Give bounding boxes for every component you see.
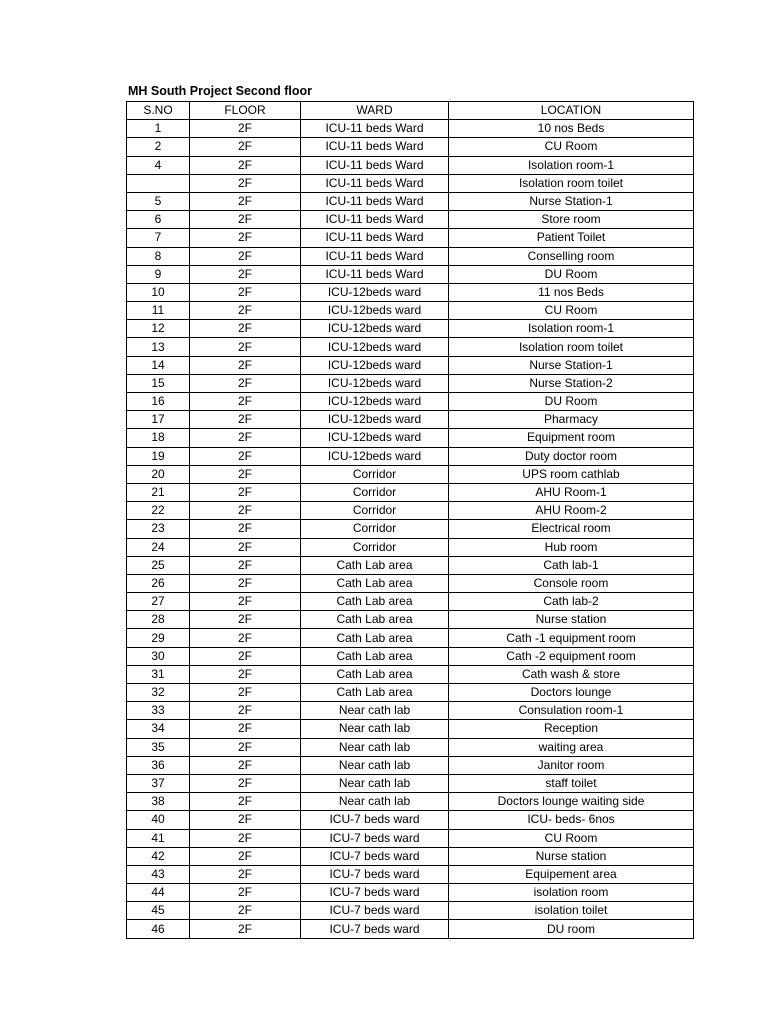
table-row xyxy=(127,593,694,611)
cell-ward: ICU-7 beds ward xyxy=(301,847,449,865)
table-row xyxy=(127,720,694,738)
cell-floor: 2F xyxy=(190,211,301,229)
table-row xyxy=(127,811,694,829)
cell-ward: Corridor xyxy=(301,520,449,538)
header-sno: S.NO xyxy=(127,102,190,120)
cell-location: Cath -1 equipment room xyxy=(449,629,694,647)
table-row xyxy=(127,793,694,811)
table-row xyxy=(127,902,694,920)
cell-sno: 34 xyxy=(127,720,190,738)
cell-floor: 2F xyxy=(190,429,301,447)
cell-sno: 36 xyxy=(127,756,190,774)
cell-ward: Corridor xyxy=(301,502,449,520)
table-row xyxy=(127,865,694,883)
cell-location: ICU- beds- 6nos xyxy=(449,811,694,829)
header-ward: WARD xyxy=(301,102,449,120)
cell-location: Consulation room-1 xyxy=(449,702,694,720)
cell-sno: 25 xyxy=(127,556,190,574)
cell-ward: Cath Lab area xyxy=(301,647,449,665)
cell-location: 11 nos Beds xyxy=(449,283,694,301)
cell-sno: 1 xyxy=(127,120,190,138)
cell-ward: ICU-7 beds ward xyxy=(301,920,449,938)
cell-sno: 28 xyxy=(127,611,190,629)
cell-location: isolation room xyxy=(449,884,694,902)
cell-ward: Cath Lab area xyxy=(301,574,449,592)
cell-sno: 19 xyxy=(127,447,190,465)
table-row xyxy=(127,647,694,665)
cell-location: Conselling room xyxy=(449,247,694,265)
cell-location: Pharmacy xyxy=(449,411,694,429)
cell-location: Isolation room toilet xyxy=(449,338,694,356)
cell-floor: 2F xyxy=(190,229,301,247)
cell-floor: 2F xyxy=(190,465,301,483)
table-row xyxy=(127,774,694,792)
cell-ward: ICU-7 beds ward xyxy=(301,902,449,920)
cell-sno: 18 xyxy=(127,429,190,447)
table-row xyxy=(127,829,694,847)
header-row xyxy=(127,102,694,120)
table-row xyxy=(127,429,694,447)
cell-floor: 2F xyxy=(190,756,301,774)
cell-ward: ICU-12beds ward xyxy=(301,320,449,338)
cell-ward: Near cath lab xyxy=(301,756,449,774)
cell-floor: 2F xyxy=(190,702,301,720)
cell-sno: 41 xyxy=(127,829,190,847)
cell-ward: Near cath lab xyxy=(301,738,449,756)
cell-floor: 2F xyxy=(190,356,301,374)
cell-sno: 45 xyxy=(127,902,190,920)
cell-floor: 2F xyxy=(190,520,301,538)
cell-ward: ICU-7 beds ward xyxy=(301,865,449,883)
table-body xyxy=(127,120,694,938)
cell-floor: 2F xyxy=(190,738,301,756)
table-row xyxy=(127,229,694,247)
cell-floor: 2F xyxy=(190,556,301,574)
cell-sno: 15 xyxy=(127,374,190,392)
table-row xyxy=(127,483,694,501)
table-row xyxy=(127,283,694,301)
cell-location: DU room xyxy=(449,920,694,938)
table-row xyxy=(127,702,694,720)
cell-ward: ICU-12beds ward xyxy=(301,374,449,392)
table-row xyxy=(127,192,694,210)
cell-ward: ICU-11 beds Ward xyxy=(301,192,449,210)
cell-sno: 6 xyxy=(127,211,190,229)
cell-sno: 20 xyxy=(127,465,190,483)
cell-sno: 10 xyxy=(127,283,190,301)
cell-ward: Near cath lab xyxy=(301,702,449,720)
table-row xyxy=(127,629,694,647)
cell-sno: 42 xyxy=(127,847,190,865)
cell-sno: 11 xyxy=(127,302,190,320)
cell-location: 10 nos Beds xyxy=(449,120,694,138)
cell-sno: 33 xyxy=(127,702,190,720)
cell-location: Store room xyxy=(449,211,694,229)
cell-floor: 2F xyxy=(190,684,301,702)
cell-sno: 43 xyxy=(127,865,190,883)
cell-sno: 38 xyxy=(127,793,190,811)
cell-location: Cath lab-1 xyxy=(449,556,694,574)
cell-floor: 2F xyxy=(190,847,301,865)
table-row xyxy=(127,465,694,483)
cell-ward: ICU-7 beds ward xyxy=(301,811,449,829)
cell-floor: 2F xyxy=(190,865,301,883)
table-row xyxy=(127,265,694,283)
cell-location: Cath lab-2 xyxy=(449,593,694,611)
cell-ward: ICU-12beds ward xyxy=(301,302,449,320)
cell-ward: Cath Lab area xyxy=(301,665,449,683)
cell-location: Nurse Station-2 xyxy=(449,374,694,392)
table-row xyxy=(127,120,694,138)
table-row xyxy=(127,447,694,465)
cell-ward: ICU-11 beds Ward xyxy=(301,211,449,229)
table-row xyxy=(127,574,694,592)
cell-floor: 2F xyxy=(190,483,301,501)
cell-sno: 4 xyxy=(127,156,190,174)
cell-ward: ICU-12beds ward xyxy=(301,447,449,465)
table-row xyxy=(127,138,694,156)
table-row xyxy=(127,211,694,229)
cell-ward: ICU-12beds ward xyxy=(301,356,449,374)
cell-location: DU Room xyxy=(449,393,694,411)
cell-floor: 2F xyxy=(190,374,301,392)
cell-location: Nurse station xyxy=(449,847,694,865)
table-row xyxy=(127,502,694,520)
cell-location: waiting area xyxy=(449,738,694,756)
cell-ward: ICU-12beds ward xyxy=(301,411,449,429)
cell-sno: 26 xyxy=(127,574,190,592)
table-row xyxy=(127,556,694,574)
cell-sno: 16 xyxy=(127,393,190,411)
cell-location: Equipment room xyxy=(449,429,694,447)
header-location: LOCATION xyxy=(449,102,694,120)
cell-ward: ICU-7 beds ward xyxy=(301,884,449,902)
table-row xyxy=(127,247,694,265)
cell-floor: 2F xyxy=(190,884,301,902)
cell-sno: 2 xyxy=(127,138,190,156)
cell-sno: 46 xyxy=(127,920,190,938)
cell-floor: 2F xyxy=(190,156,301,174)
table-row xyxy=(127,738,694,756)
cell-ward: ICU-12beds ward xyxy=(301,338,449,356)
cell-floor: 2F xyxy=(190,502,301,520)
cell-location: Isolation room toilet xyxy=(449,174,694,192)
cell-sno: 31 xyxy=(127,665,190,683)
cell-floor: 2F xyxy=(190,302,301,320)
cell-ward: ICU-11 beds Ward xyxy=(301,265,449,283)
cell-floor: 2F xyxy=(190,793,301,811)
cell-location: Console room xyxy=(449,574,694,592)
cell-ward: Near cath lab xyxy=(301,774,449,792)
cell-ward: ICU-11 beds Ward xyxy=(301,120,449,138)
cell-floor: 2F xyxy=(190,120,301,138)
cell-sno: 40 xyxy=(127,811,190,829)
cell-floor: 2F xyxy=(190,174,301,192)
cell-ward: ICU-11 beds Ward xyxy=(301,174,449,192)
cell-sno: 23 xyxy=(127,520,190,538)
cell-sno: 22 xyxy=(127,502,190,520)
cell-floor: 2F xyxy=(190,411,301,429)
cell-ward: Corridor xyxy=(301,538,449,556)
cell-ward: ICU-11 beds Ward xyxy=(301,156,449,174)
location-table xyxy=(126,101,694,939)
cell-location: Nurse Station-1 xyxy=(449,192,694,210)
cell-sno: 7 xyxy=(127,229,190,247)
cell-floor: 2F xyxy=(190,920,301,938)
cell-floor: 2F xyxy=(190,593,301,611)
cell-location: Hub room xyxy=(449,538,694,556)
table-row xyxy=(127,920,694,938)
cell-location: Reception xyxy=(449,720,694,738)
cell-ward: ICU-11 beds Ward xyxy=(301,138,449,156)
cell-floor: 2F xyxy=(190,574,301,592)
cell-location: Janitor room xyxy=(449,756,694,774)
cell-ward: Corridor xyxy=(301,465,449,483)
cell-location: Isolation room-1 xyxy=(449,320,694,338)
cell-ward: ICU-12beds ward xyxy=(301,393,449,411)
cell-ward: Corridor xyxy=(301,483,449,501)
cell-location: UPS room cathlab xyxy=(449,465,694,483)
cell-location: Electrical room xyxy=(449,520,694,538)
table-row xyxy=(127,756,694,774)
cell-floor: 2F xyxy=(190,192,301,210)
cell-location: Doctors lounge xyxy=(449,684,694,702)
table-row xyxy=(127,847,694,865)
cell-floor: 2F xyxy=(190,665,301,683)
cell-floor: 2F xyxy=(190,902,301,920)
table-row xyxy=(127,884,694,902)
cell-ward: ICU-11 beds Ward xyxy=(301,247,449,265)
cell-location: isolation toilet xyxy=(449,902,694,920)
cell-location: Cath -2 equipment room xyxy=(449,647,694,665)
table-row xyxy=(127,611,694,629)
table-row xyxy=(127,684,694,702)
cell-ward: Cath Lab area xyxy=(301,611,449,629)
cell-location: AHU Room-1 xyxy=(449,483,694,501)
cell-sno: 29 xyxy=(127,629,190,647)
cell-location: Nurse station xyxy=(449,611,694,629)
cell-floor: 2F xyxy=(190,611,301,629)
cell-floor: 2F xyxy=(190,647,301,665)
cell-sno xyxy=(127,174,190,192)
cell-floor: 2F xyxy=(190,283,301,301)
cell-ward: Cath Lab area xyxy=(301,629,449,647)
cell-sno: 27 xyxy=(127,593,190,611)
cell-ward: Near cath lab xyxy=(301,720,449,738)
table-row xyxy=(127,174,694,192)
table-row xyxy=(127,411,694,429)
cell-sno: 13 xyxy=(127,338,190,356)
cell-location: Doctors lounge waiting side xyxy=(449,793,694,811)
cell-sno: 21 xyxy=(127,483,190,501)
cell-ward: ICU-12beds ward xyxy=(301,283,449,301)
cell-sno: 32 xyxy=(127,684,190,702)
table-row xyxy=(127,538,694,556)
cell-sno: 44 xyxy=(127,884,190,902)
cell-floor: 2F xyxy=(190,538,301,556)
cell-sno: 5 xyxy=(127,192,190,210)
cell-sno: 35 xyxy=(127,738,190,756)
cell-location: Nurse Station-1 xyxy=(449,356,694,374)
cell-sno: 24 xyxy=(127,538,190,556)
cell-ward: Cath Lab area xyxy=(301,684,449,702)
cell-floor: 2F xyxy=(190,320,301,338)
table-row xyxy=(127,665,694,683)
cell-ward: ICU-12beds ward xyxy=(301,429,449,447)
cell-location: Patient Toilet xyxy=(449,229,694,247)
cell-floor: 2F xyxy=(190,338,301,356)
table-row xyxy=(127,156,694,174)
cell-sno: 12 xyxy=(127,320,190,338)
cell-floor: 2F xyxy=(190,447,301,465)
cell-floor: 2F xyxy=(190,265,301,283)
cell-floor: 2F xyxy=(190,247,301,265)
cell-floor: 2F xyxy=(190,829,301,847)
cell-sno: 14 xyxy=(127,356,190,374)
table-row xyxy=(127,356,694,374)
cell-sno: 9 xyxy=(127,265,190,283)
cell-ward: ICU-7 beds ward xyxy=(301,829,449,847)
cell-location: Duty doctor room xyxy=(449,447,694,465)
cell-location: Equipement area xyxy=(449,865,694,883)
cell-location: Cath wash & store xyxy=(449,665,694,683)
table-row xyxy=(127,338,694,356)
table-row xyxy=(127,374,694,392)
table-row xyxy=(127,393,694,411)
cell-location: CU Room xyxy=(449,829,694,847)
cell-floor: 2F xyxy=(190,720,301,738)
cell-sno: 37 xyxy=(127,774,190,792)
page-title: MH South Project Second floor xyxy=(128,84,313,98)
cell-floor: 2F xyxy=(190,138,301,156)
cell-floor: 2F xyxy=(190,774,301,792)
cell-sno: 8 xyxy=(127,247,190,265)
cell-floor: 2F xyxy=(190,629,301,647)
cell-location: Isolation room-1 xyxy=(449,156,694,174)
cell-ward: ICU-11 beds Ward xyxy=(301,229,449,247)
cell-ward: Cath Lab area xyxy=(301,593,449,611)
cell-floor: 2F xyxy=(190,811,301,829)
cell-sno: 30 xyxy=(127,647,190,665)
table-row xyxy=(127,302,694,320)
cell-ward: Cath Lab area xyxy=(301,556,449,574)
cell-location: AHU Room-2 xyxy=(449,502,694,520)
header-floor: FLOOR xyxy=(190,102,301,120)
table-row xyxy=(127,520,694,538)
table-row xyxy=(127,320,694,338)
cell-sno: 17 xyxy=(127,411,190,429)
cell-location: CU Room xyxy=(449,302,694,320)
cell-location: DU Room xyxy=(449,265,694,283)
cell-location: staff toilet xyxy=(449,774,694,792)
cell-ward: Near cath lab xyxy=(301,793,449,811)
cell-floor: 2F xyxy=(190,393,301,411)
cell-location: CU Room xyxy=(449,138,694,156)
